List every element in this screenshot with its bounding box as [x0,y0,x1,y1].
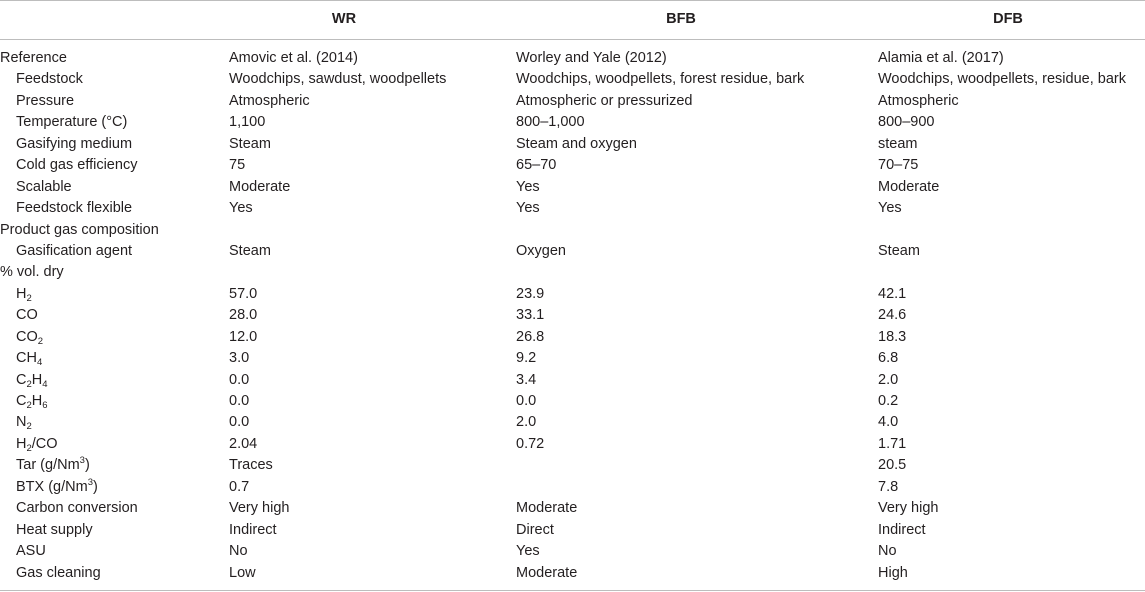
table-row [0,177,1145,198]
wr-value: Amovic et al. (2014) [229,50,358,66]
bfb-value: Yes [516,200,540,217]
row-label: $C_2H_6$ [16,393,48,411]
wr-value: 0.0 [229,414,250,431]
dfb-value: Yes [878,200,902,217]
row-label: ASU [16,543,46,560]
table-row [0,220,1145,241]
wr-value: Traces [229,457,273,474]
row-label: $N_2$ [16,414,32,433]
bfb-value: 26.8 [516,328,545,345]
column-header-dfb: DFB [993,11,1023,27]
row-label: Carbon conversion [16,500,138,517]
dfb-value: No [878,543,897,560]
wr-value: 3.0 [229,350,250,367]
table-row [0,327,1145,348]
table-row [0,477,1145,498]
bfb-value: Yes [516,543,540,560]
row-label: Gas cleaning [16,564,101,581]
dfb-value: Steam [878,242,920,259]
bfb-value: 0.0 [516,393,537,409]
column-header-bfb: BFB [666,11,696,27]
dfb-value: 20.5 [878,457,907,474]
table-row [0,541,1145,562]
wr-value: Steam [229,242,271,259]
row-label: CO [16,307,38,324]
row-label: Heat supply [16,521,93,538]
dfb-value: Atmospheric [878,92,959,109]
wr-value: 57.0 [229,285,258,302]
wr-value: 28.0 [229,307,258,324]
dfb-value: High [878,564,908,581]
row-label: Feedstock [16,71,83,88]
table-row [0,262,1145,283]
table-row [0,69,1145,90]
row-label: Cold gas efficiency [16,157,138,174]
bfb-value: Steam and oxygen [516,135,637,152]
wr-value: Atmospheric [229,92,310,109]
wr-value: Woodchips, sawdust, woodpellets [229,71,447,88]
bfb-value: Moderate [516,500,578,517]
table-body [0,48,1145,584]
wr-value: 0.0 [229,393,250,409]
bfb-value: 23.9 [516,285,545,302]
bfb-value: 2.0 [516,414,537,431]
dfb-value: 1.71 [878,435,907,452]
dfb-value: 42.1 [878,285,907,302]
wr-value: 75 [229,157,246,174]
row-label: $H_2$ [16,285,32,304]
dfb-value: 18.3 [878,328,907,345]
bfb-value: 3.4 [516,371,537,388]
row-label: BTX (g/Nm$^3$) [16,476,98,495]
row-label: $C_2H_4$ [16,371,48,390]
row-label: Feedstock flexible [16,200,133,217]
table-row [0,241,1145,262]
wr-value: Indirect [229,521,277,538]
wr-value: No [229,543,248,560]
dfb-value: 24.6 [878,307,907,324]
wr-value: Steam [229,135,271,152]
table-row [0,112,1145,133]
dfb-value: Alamia et al. (2017) [878,50,1004,66]
row-label: Gasification agent [16,242,133,259]
wr-value: 1,100 [229,114,266,131]
table-row [0,434,1145,455]
dfb-value: Indirect [878,521,926,538]
wr-value: 0.7 [229,478,250,495]
row-label: Tar (g/Nm$^3$) [16,455,90,474]
row-label: Pressure [16,92,75,109]
table-top-rule [0,0,1145,1]
dfb-value: 7.8 [878,478,899,495]
dfb-value: Very high [878,500,939,517]
row-label: Scalable [16,178,72,195]
wr-value: 2.04 [229,435,258,452]
table-row [0,305,1145,326]
dfb-value: Moderate [878,178,940,195]
bfb-value: 9.2 [516,350,537,367]
row-label: % vol. dry [0,264,64,281]
wr-value: 0.0 [229,371,250,388]
row-label: $CH_4$ [16,350,43,369]
bfb-value: Atmospheric or pressurized [516,92,693,109]
bfb-value: Worley and Yale (2012) [516,50,667,66]
table-row [0,284,1145,305]
row-label: Temperature (°C) [16,114,128,131]
wr-value: Low [229,564,256,581]
dfb-value: 6.8 [878,350,899,367]
table-row [0,91,1145,112]
dfb-value: 800–900 [878,114,935,131]
bfb-value: Moderate [516,564,578,581]
wr-value: Yes [229,200,253,217]
dfb-value: 2.0 [878,371,899,388]
table-row [0,155,1145,176]
wr-value: 12.0 [229,328,258,345]
bfb-value: Yes [516,178,540,195]
bfb-value: Oxygen [516,242,566,259]
table-row [0,134,1145,155]
table-bottom-rule [0,590,1145,591]
table-row [0,520,1145,541]
row-label: $CO_2$ [16,328,44,347]
table-row [0,563,1145,584]
table-row [0,498,1145,519]
row-label: $H_2/CO$ [16,435,58,454]
table-row [0,198,1145,219]
header-rule [0,39,1145,40]
row-label: Gasifying medium [16,135,133,152]
bfb-value: 65–70 [516,157,557,174]
bfb-value: 0.72 [516,435,545,452]
bfb-value: 800–1,000 [516,114,585,131]
table-row [0,348,1145,369]
table-row [0,455,1145,476]
dfb-value: 70–75 [878,157,919,174]
row-label: Reference [0,50,67,66]
table-row [0,48,1145,69]
dfb-value: Woodchips, woodpellets, residue, bark [878,71,1126,88]
row-label: Product gas composition [0,221,159,238]
dfb-value: 0.2 [878,393,899,409]
wr-value: Moderate [229,178,291,195]
column-header-wr: WR [331,11,357,27]
table-row [0,391,1145,412]
dfb-value: 4.0 [878,414,899,431]
bfb-value: Direct [516,521,554,538]
bfb-value: Woodchips, woodpellets, forest residue, bark [516,71,805,88]
table-row [0,370,1145,391]
table-row [0,412,1145,433]
dfb-value: steam [878,135,918,152]
wr-value: Very high [229,500,290,517]
bfb-value: 33.1 [516,307,545,324]
